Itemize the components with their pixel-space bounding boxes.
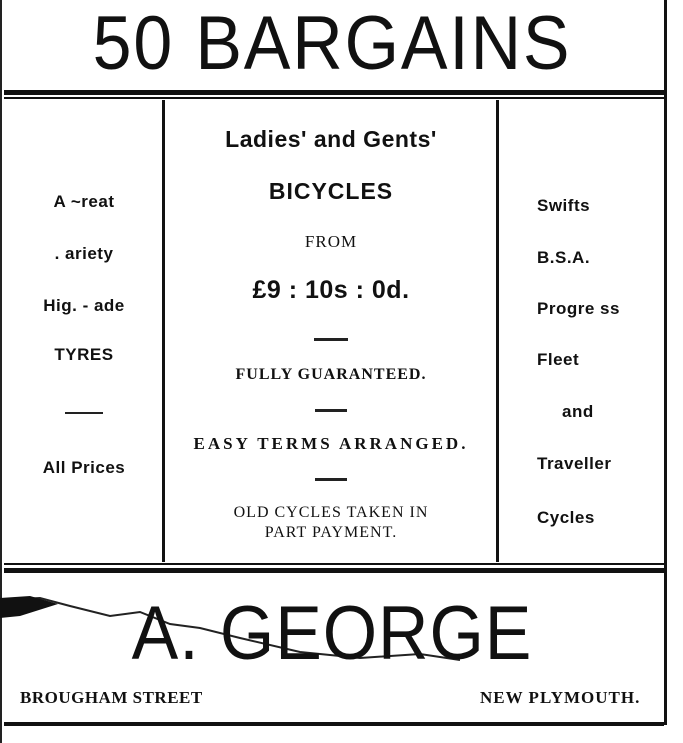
left-divider-dash (65, 412, 103, 414)
footer-rule (4, 722, 664, 726)
left-column (6, 100, 162, 562)
left-line-4: TYRES (54, 345, 114, 364)
left-line-5: All Prices (42, 458, 126, 477)
top-rule-thick (4, 90, 664, 95)
price: £9 : 10s : 0d. (252, 276, 410, 304)
bottom-rule-thin (4, 563, 664, 565)
headline: 50 BARGAINS (92, 0, 572, 86)
trade-in-line-2: PART PAYMENT. (264, 524, 398, 541)
right-column (500, 100, 664, 562)
divider-right (496, 100, 499, 562)
brand-4: Fleet (537, 350, 580, 369)
brand-1: Swifts (537, 196, 591, 215)
left-line-3: Hig. - ade (43, 296, 125, 315)
brand-2: B.S.A. (537, 248, 591, 267)
trade-in-line-1: OLD CYCLES TAKEN IN (233, 504, 429, 521)
brand-3: Progre ss (537, 299, 620, 318)
business-name: A. GEORGE (131, 590, 533, 676)
brand-6: Cycles (537, 508, 595, 527)
street-address: BROUGHAM STREET (20, 688, 203, 707)
guarantee-text: FULLY GUARANTEED. (235, 366, 427, 383)
town-address: NEW PLYMOUTH. (480, 688, 641, 707)
middle-column (166, 100, 496, 562)
dash-3 (315, 478, 347, 481)
brand-conjunction: and (562, 402, 594, 421)
bicycle-heading: Ladies' and Gents' (225, 126, 437, 152)
left-line-1: A ~reat (53, 192, 115, 211)
dash-1 (314, 338, 348, 341)
terms-text: EASY TERMS ARRANGED. (193, 434, 469, 453)
divider-left (162, 100, 165, 562)
brand-5: Traveller (537, 454, 612, 473)
left-line-2: . ariety (54, 244, 114, 263)
product-title: BICYCLES (268, 178, 394, 204)
left-border (0, 0, 2, 743)
top-rule-thin (4, 97, 664, 99)
dash-2 (315, 409, 347, 412)
bottom-rule-thick (4, 568, 664, 573)
from-label: FROM (304, 232, 358, 251)
